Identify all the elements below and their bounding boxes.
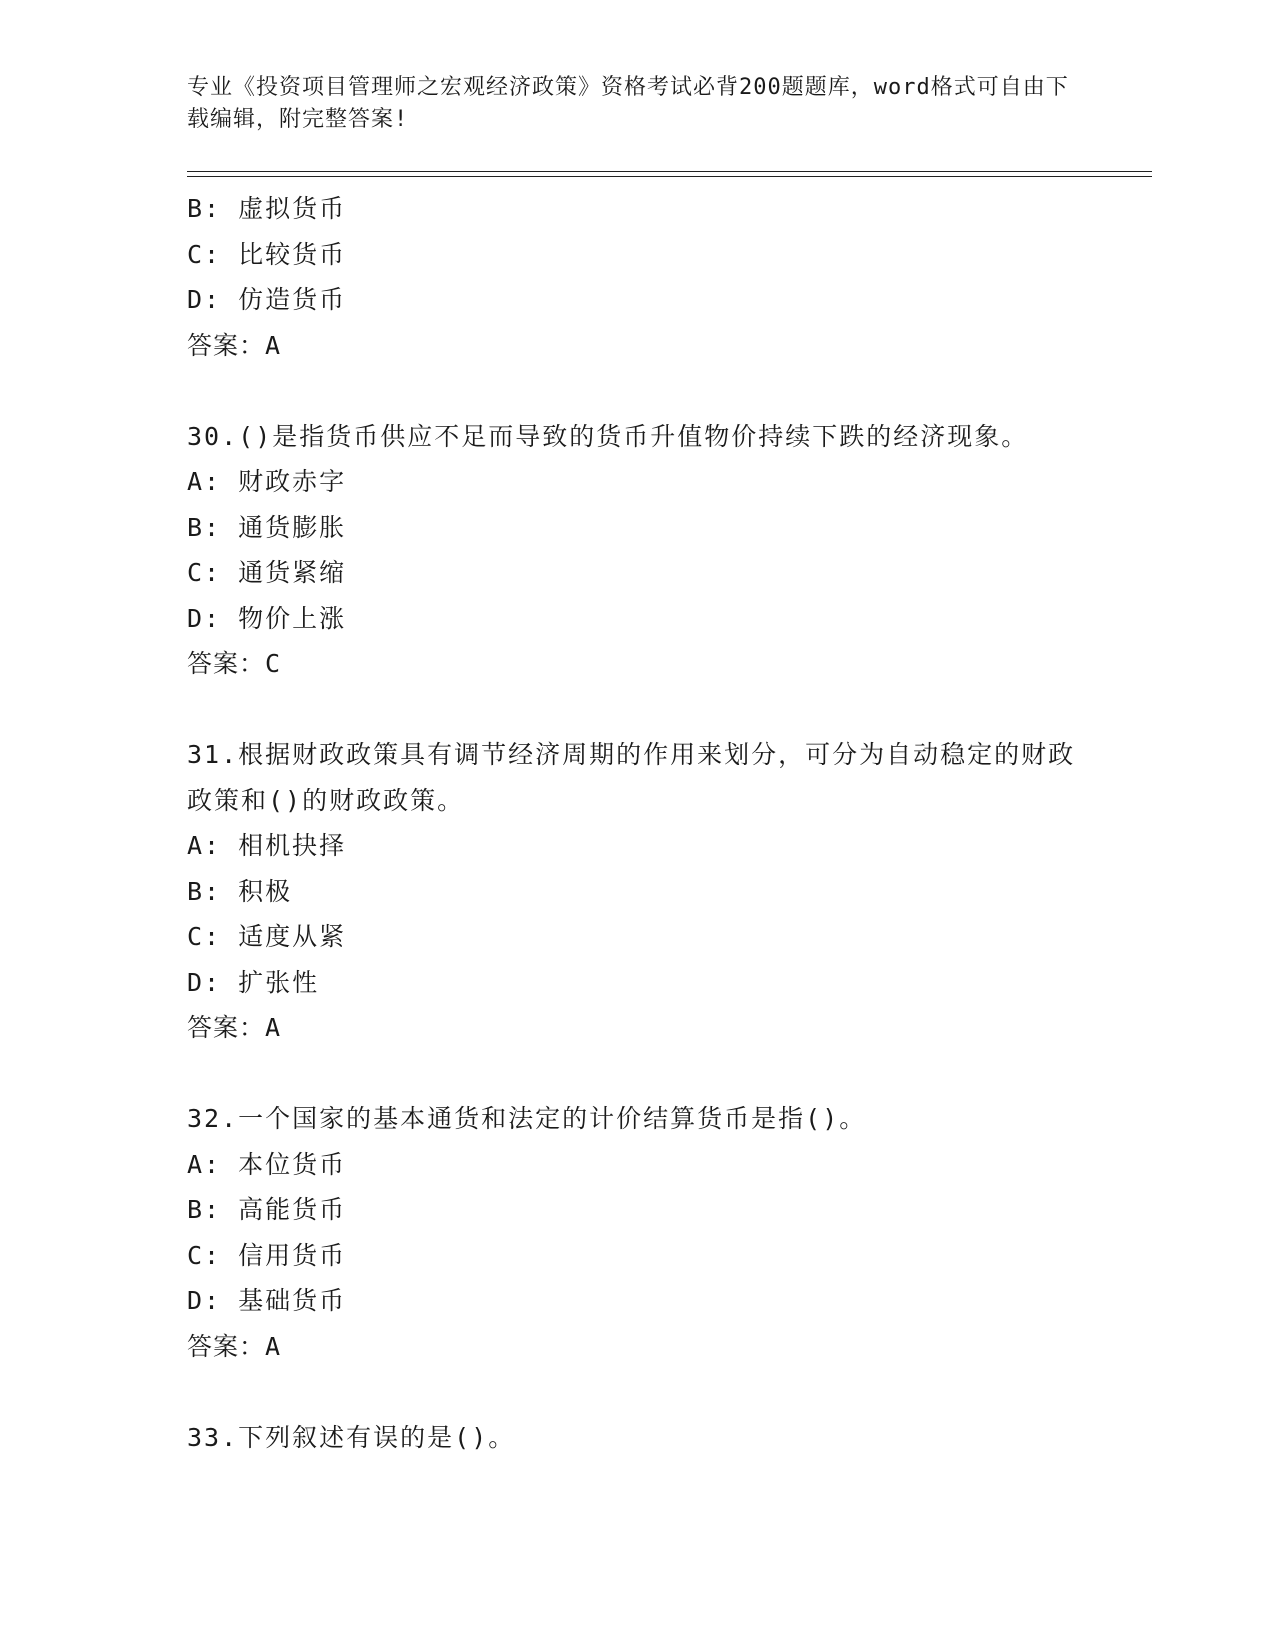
- question-30: [187, 414, 1127, 687]
- question-32: [187, 1096, 1127, 1369]
- document-body: [187, 186, 1127, 1460]
- question-33: [187, 1415, 1127, 1461]
- question-29-tail: [187, 186, 1127, 368]
- question-stem: 31.根据财政政策具有调节经济周期的作用来划分，可分为自动稳定的财政政策和()的财政政策。: [187, 740, 1076, 815]
- option-b: B: 虚拟货币: [187, 194, 347, 223]
- question-stem: 33.下列叙述有误的是()。: [187, 1422, 516, 1452]
- answer: 答案：A: [187, 1013, 282, 1042]
- option-c: C: 信用货币: [187, 1240, 347, 1270]
- header-rule-top: [187, 171, 1152, 172]
- answer: 答案：A: [187, 1331, 282, 1361]
- option-a: A: 相机抉择: [187, 831, 347, 860]
- option-d: D: 基础货币: [187, 1286, 347, 1315]
- option-c: C: 通货紧缩: [187, 558, 347, 587]
- option-b: B: 通货膨胀: [187, 512, 347, 542]
- option-d: D: 物价上涨: [187, 603, 347, 633]
- answer: 答案：A: [187, 330, 282, 360]
- option-a: A: 财政赤字: [187, 467, 347, 496]
- option-b: B: 积极: [187, 876, 293, 906]
- answer: 答案：C: [187, 649, 282, 678]
- option-a: A: 本位货币: [187, 1149, 347, 1179]
- option-d: D: 仿造货币: [187, 285, 347, 314]
- option-b: B: 高能货币: [187, 1195, 347, 1224]
- question-stem: 30.()是指货币供应不足而导致的货币升值物价持续下跌的经济现象。: [187, 421, 1029, 451]
- question-stem: 32.一个国家的基本通货和法定的计价结算货币是指()。: [187, 1104, 867, 1133]
- option-c: C: 比较货币: [187, 239, 347, 269]
- header-rule-bottom: [187, 176, 1152, 177]
- question-31: [187, 732, 1127, 1051]
- option-d: D: 扩张性: [187, 967, 320, 997]
- option-c: C: 适度从紧: [187, 922, 347, 951]
- document-header: 专业《投资项目管理师之宏观经济政策》资格考试必背200题题库，word格式可自由下载编辑，附完整答案!: [187, 75, 1069, 132]
